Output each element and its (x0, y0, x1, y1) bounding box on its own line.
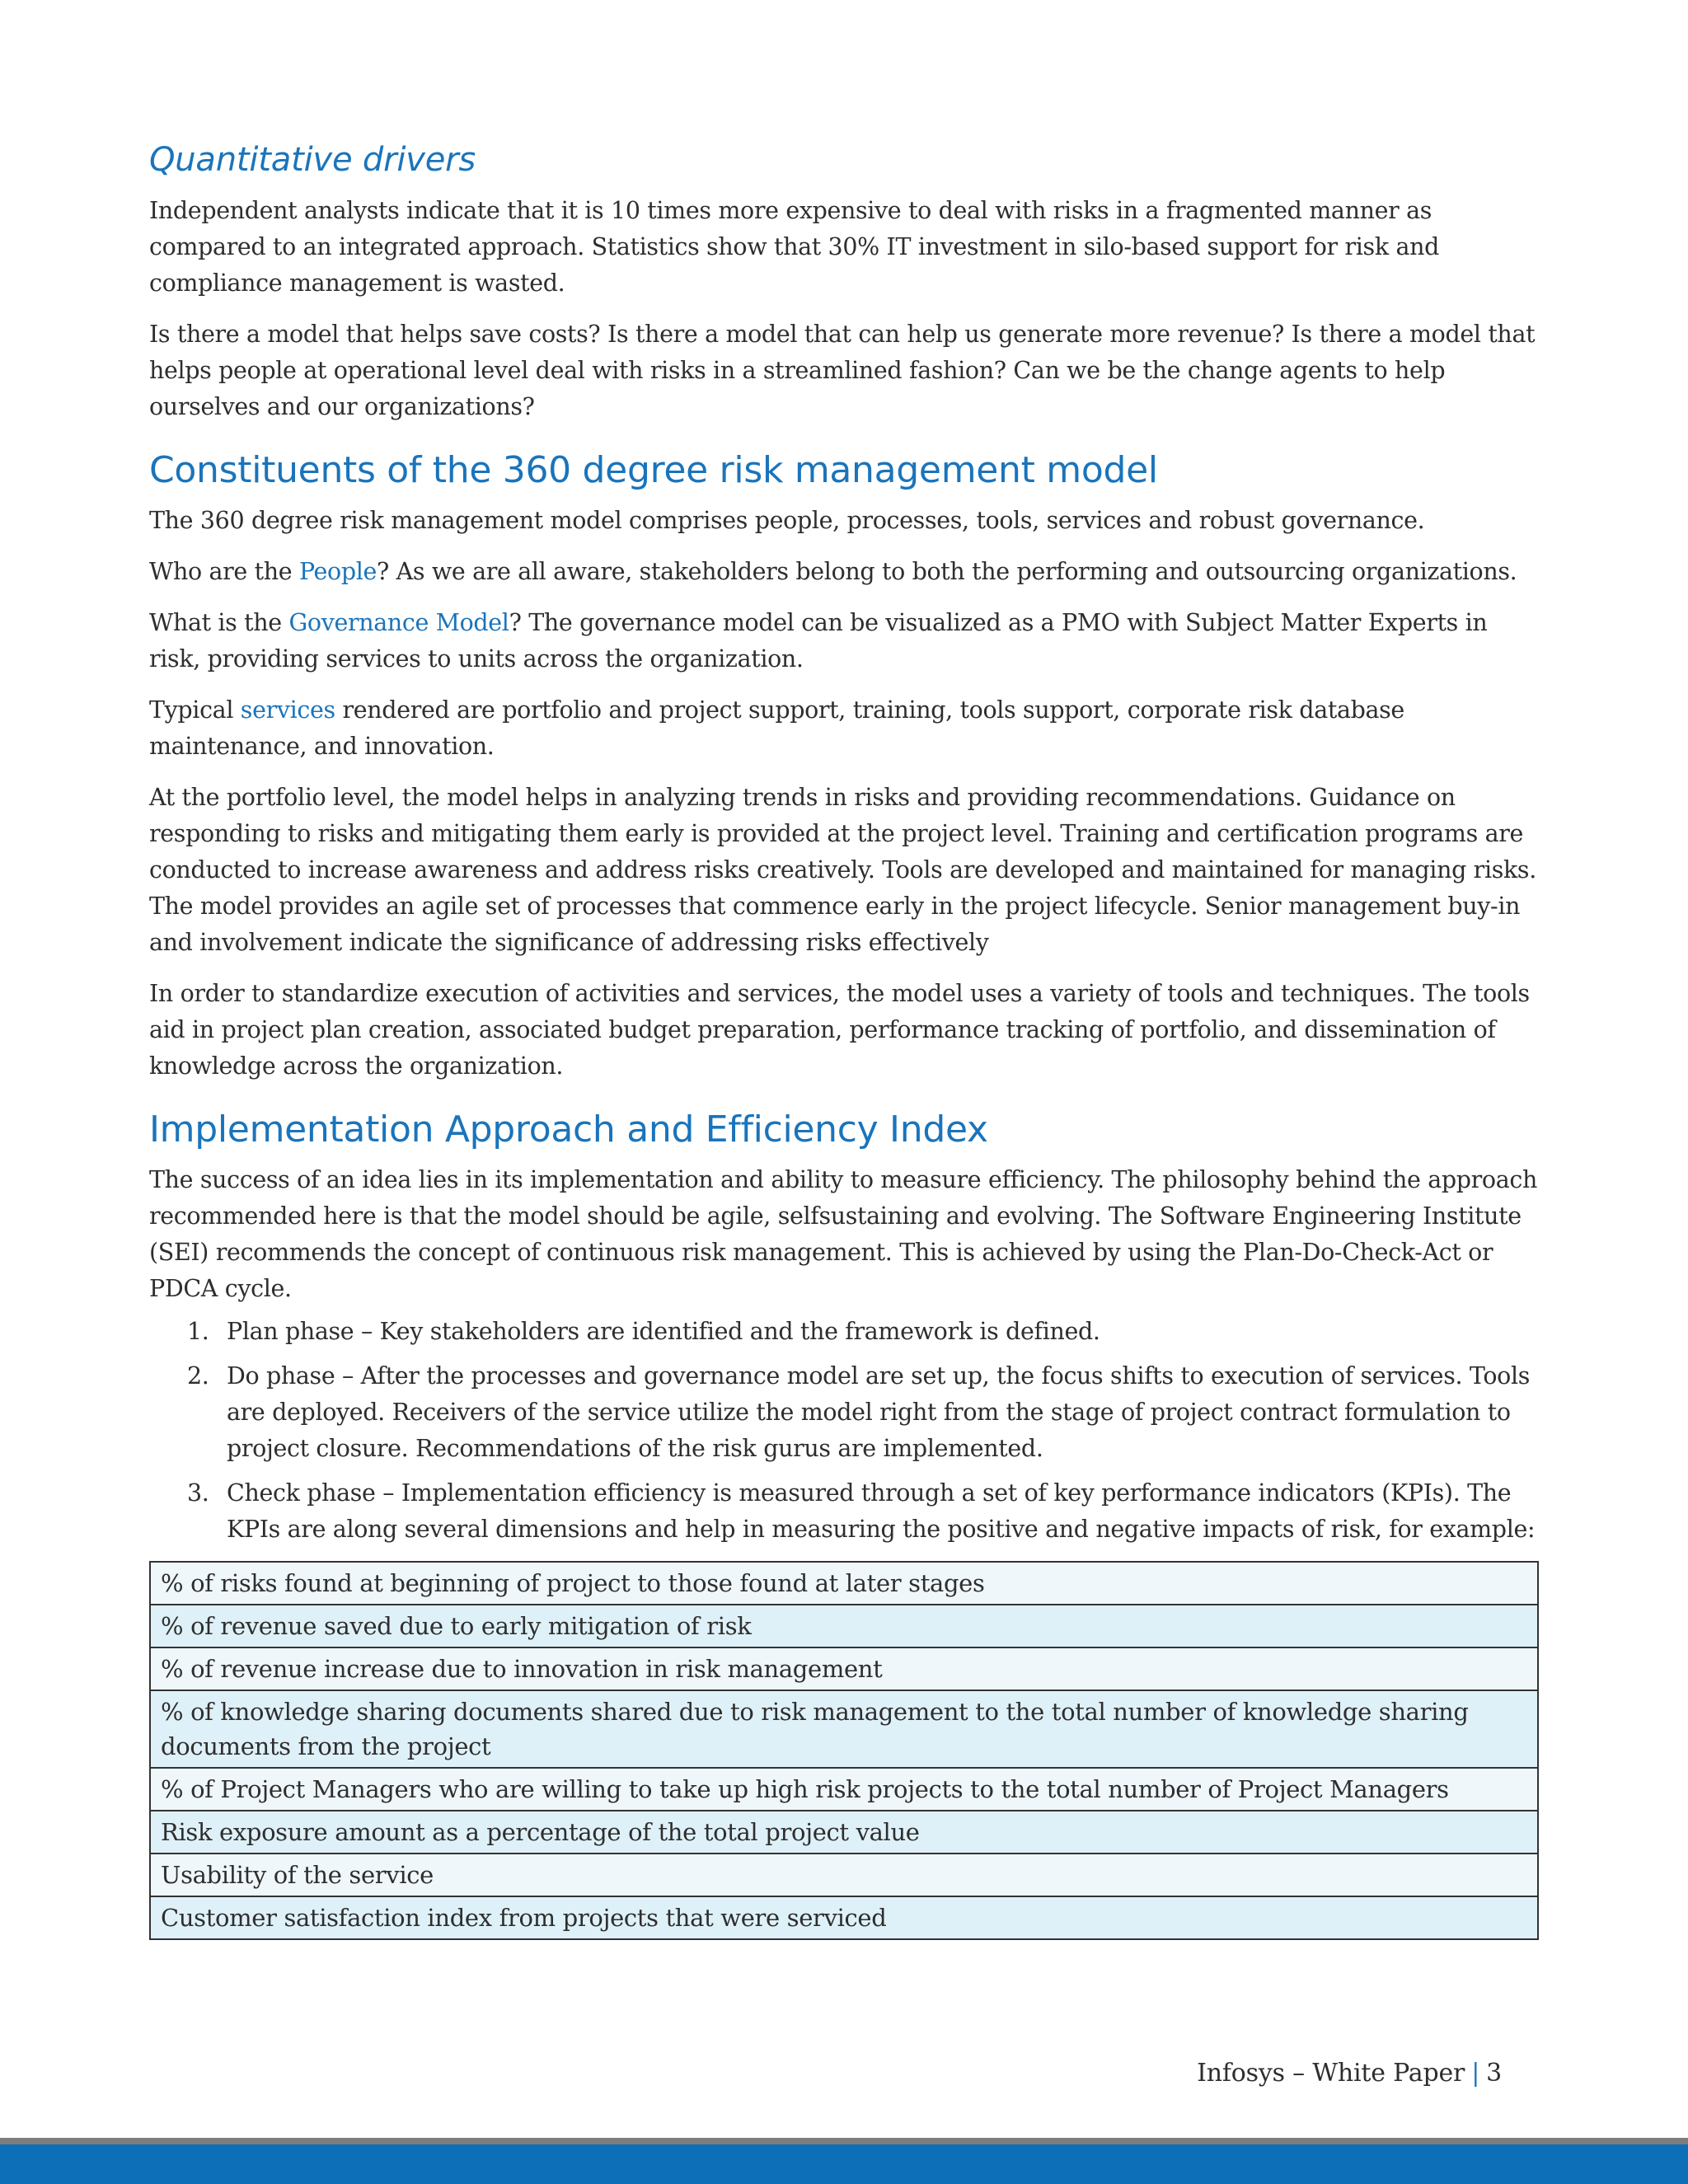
table-row (150, 1854, 1538, 1896)
paragraph-governance: What is the Governance Model? The governance model can be visualized as a PMO with Subject Matter Experts in risk, providing services to units across the organization. (149, 609, 1488, 673)
list-item: 1. Plan phase – Key stakeholders are identified and the framework is defined. (187, 1318, 1100, 1345)
kpi-table (149, 1561, 1539, 1940)
table-cell: Usability of the service (150, 1854, 1538, 1896)
pdca-steps-list (149, 1314, 1542, 1548)
paragraph-quantitative-1: Independent analysts indicate that it is 10 times more expensive to deal with risks in a fragmented manner as compared to an integrated approach. Statistics show that 30% IT investment in silo-based support for risk and compliance management is wasted. (149, 197, 1439, 297)
people-link[interactable]: People (298, 558, 377, 585)
table-row (150, 1690, 1538, 1768)
paragraph-people: Who are the People? As we are all aware, stakeholders belong to both the performing and outsourcing organizations. (149, 558, 1517, 585)
table-cell: % of revenue increase due to innovation in risk management (150, 1647, 1538, 1690)
footer-separator: | (1471, 2059, 1480, 2088)
paragraph-services: Typical services rendered are portfolio and project support, training, tools support, corporate risk database maintenance, and innovation. (149, 696, 1404, 760)
footer-gray-bar (0, 2138, 1688, 2144)
paragraph-standardize: In order to standardize execution of activities and services, the model uses a variety of tools and techniques. The tools aid in project plan creation, associated budget preparation, performance tracking of portfolio, and dissemination of knowledge across the organization. (149, 980, 1530, 1080)
table-row (150, 1811, 1538, 1854)
paragraph-portfolio-level: At the portfolio level, the model helps in analyzing trends in risks and providing recommendations. Guidance on responding to risks and mitigating them early is provided at the project level. Training and certification programs are conducted to increase awareness and address risks creatively. Tools are developed and maintained for managing risks. The model provides an agile set of processes that commence early in the project lifecycle. Senior management buy-in and involvement indicate the significance of addressing risks effectively (149, 784, 1536, 956)
heading-implementation: Implementation Approach and Efficiency Index (149, 1108, 988, 1151)
footer-label: Infosys – White Paper (1197, 2059, 1465, 2088)
footer-blue-bar (0, 2144, 1688, 2184)
table-row (150, 1647, 1538, 1690)
list-item: 2. Do phase – After the processes and governance model are set up, the focus shifts to execution of services. Tools are deployed. Receivers of the service utilize the model right from the stage of project contract formulation to project closure. Recommendations of the risk gurus are implemented. (187, 1362, 1530, 1462)
services-link[interactable]: services (240, 696, 335, 724)
table-row (150, 1768, 1538, 1811)
table-cell: % of Project Managers who are willing to take up high risk projects to the total number of Project Managers (150, 1768, 1538, 1811)
table-cell: % of revenue saved due to early mitigation of risk (150, 1605, 1538, 1647)
table-cell: % of risks found at beginning of project to those found at later stages (150, 1562, 1538, 1605)
heading-quantitative-drivers: Quantitative drivers (149, 141, 476, 179)
page-footer (1197, 2055, 1502, 2092)
table-cell: % of knowledge sharing documents shared due to risk management to the total number of knowledge sharing documents from the project (150, 1690, 1538, 1768)
governance-model-link[interactable]: Governance Model (288, 609, 509, 636)
heading-constituents: Constituents of the 360 degree risk management model (149, 449, 1158, 491)
table-row (150, 1562, 1538, 1605)
paragraph-implementation-1: The success of an idea lies in its implementation and ability to measure efficiency. The philosophy behind the approach recommended here is that the model should be agile, selfsustaining and evolving. The Software Engineering Institute (SEI) recommends the concept of continuous risk management. This is achieved by using the Plan-Do-Check-Act or PDCA cycle. (149, 1166, 1537, 1302)
table-row (150, 1896, 1538, 1939)
table-cell: Risk exposure amount as a percentage of the total project value (150, 1811, 1538, 1854)
page-content (149, 138, 1542, 1940)
table-row (150, 1605, 1538, 1647)
paragraph-constituents-1: The 360 degree risk management model comprises people, processes, tools, services and robust governance. (149, 507, 1425, 534)
page-number: 3 (1486, 2059, 1502, 2088)
table-cell: Customer satisfaction index from projects that were serviced (150, 1896, 1538, 1939)
list-item: 3. Check phase – Implementation efficiency is measured through a set of key performance indicators (KPIs). The KPIs are along several dimensions and help in measuring the positive and negative impacts of risk, for example: (187, 1479, 1536, 1543)
paragraph-quantitative-2: Is there a model that helps save costs? Is there a model that can help us generate more revenue? Is there a model that helps people at operational level deal with risks in a streamlined fashion? Can we be the change agents to help ourselves and our organizations? (149, 321, 1536, 420)
